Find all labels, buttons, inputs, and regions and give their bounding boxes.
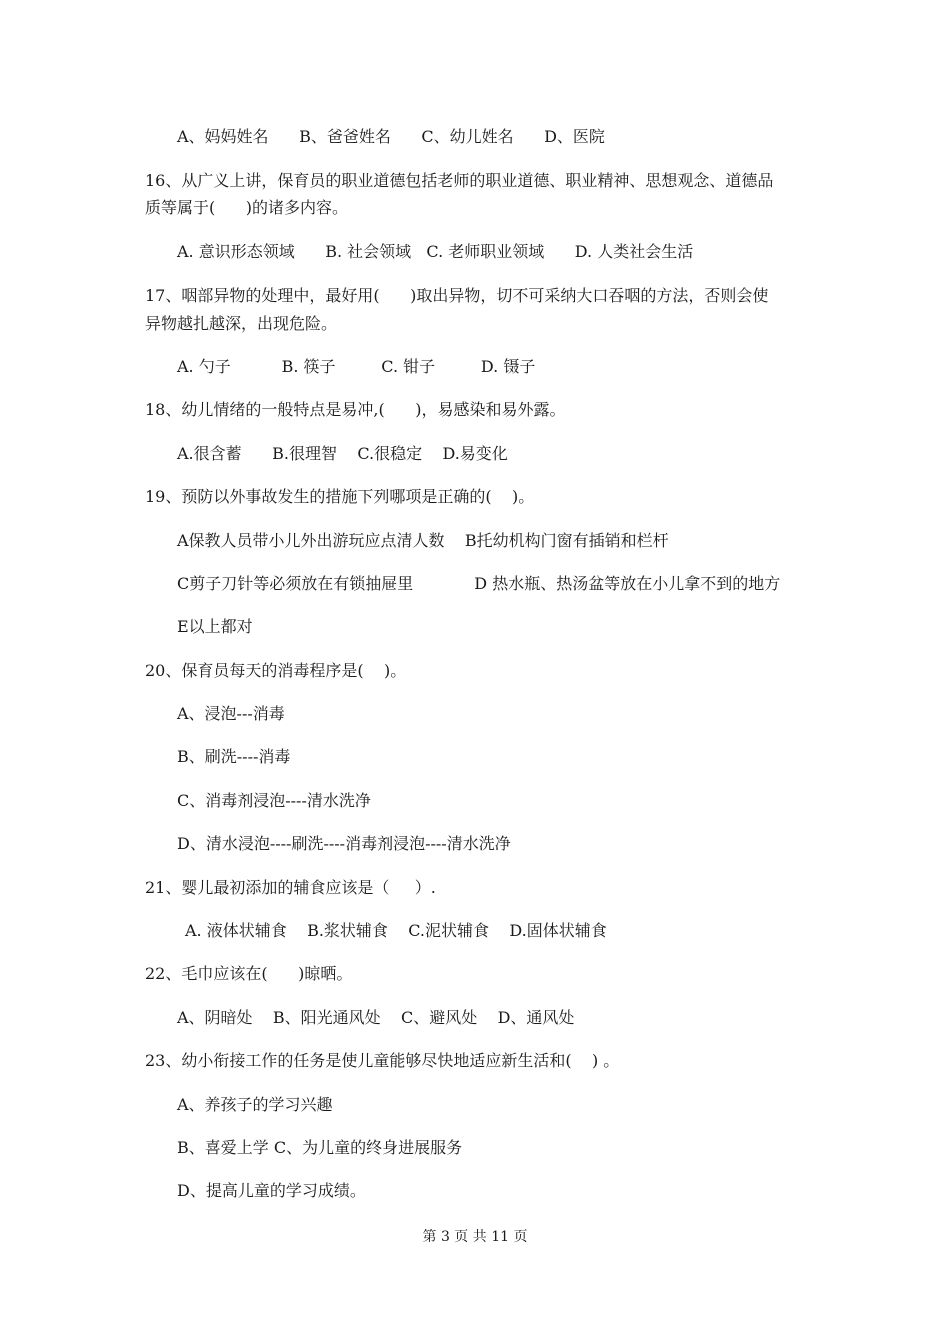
q17-options: A. 勺子 B. 筷子 C. 钳子 D. 镊子 <box>177 357 536 376</box>
q18-stem: 18、幼儿情绪的一般特点是易冲,( )，易感染和易外露。 <box>145 400 566 419</box>
q17-stem-line2: 异物越扎越深，出现危险。 <box>145 314 338 333</box>
q15-options: A、妈妈姓名 B、爸爸姓名 C、幼儿姓名 D、医院 <box>177 127 605 146</box>
q19-option-ab: A保教人员带小儿外出游玩应点清人数 B托幼机构门窗有插销和栏杆 <box>177 531 669 550</box>
q18-options: A.很含蓄 B.很理智 C.很稳定 D.易变化 <box>177 444 508 463</box>
q19-option-e: E以上都对 <box>177 617 253 636</box>
q20-option-a: A、浸泡---消毒 <box>177 704 285 723</box>
q16-stem-line1: 16、从广义上讲，保育员的职业道德包括老师的职业道德、职业精神、思想观念、道德品 <box>145 171 774 190</box>
q23-option-d: D、提高儿童的学习成绩。 <box>177 1181 366 1200</box>
q16-stem-line2: 质等属于( )的诸多内容。 <box>145 198 349 217</box>
q20-option-d: D、清水浸泡----刷洗----消毒剂浸泡----清水洗净 <box>177 834 511 853</box>
q23-option-bc: B、喜爱上学 C、为儿童的终身进展服务 <box>177 1138 463 1157</box>
q17-stem-line1: 17、咽部异物的处理中，最好用( )取出异物，切不可采纳大口吞咽的方法，否则会使 <box>145 286 769 305</box>
q22-stem: 22、毛巾应该在( )晾晒。 <box>145 964 353 983</box>
q22-options: A、阴暗处 B、阳光通风处 C、避风处 D、通风处 <box>177 1008 575 1027</box>
q16-options: A. 意识形态领域 B. 社会领域 C. 老师职业领域 D. 人类社会生活 <box>177 242 694 261</box>
q20-stem: 20、保育员每天的消毒程序是( )。 <box>145 661 407 680</box>
q23-option-a: A、养孩子的学习兴趣 <box>177 1095 333 1114</box>
q20-option-c: C、消毒剂浸泡----清水洗净 <box>177 791 371 810</box>
q21-options: A. 液体状辅食 B.浆状辅食 C.泥状辅食 D.固体状辅食 <box>185 921 607 940</box>
q19-stem: 19、预防以外事故发生的措施下列哪项是正确的( )。 <box>145 487 535 506</box>
q23-stem: 23、幼小衔接工作的任务是使儿童能够尽快地适应新生活和( ) 。 <box>145 1051 620 1070</box>
page-number-footer: 第 3 页 共 11 页 <box>422 1229 528 1245</box>
q19-option-cd: C剪子刀针等必须放在有锁抽屉里 D 热水瓶、热汤盆等放在小儿拿不到的地方 <box>177 574 781 593</box>
q21-stem: 21、婴儿最初添加的辅食应该是（ ）. <box>145 878 436 897</box>
q20-option-b: B、刷洗----消毒 <box>177 747 291 766</box>
